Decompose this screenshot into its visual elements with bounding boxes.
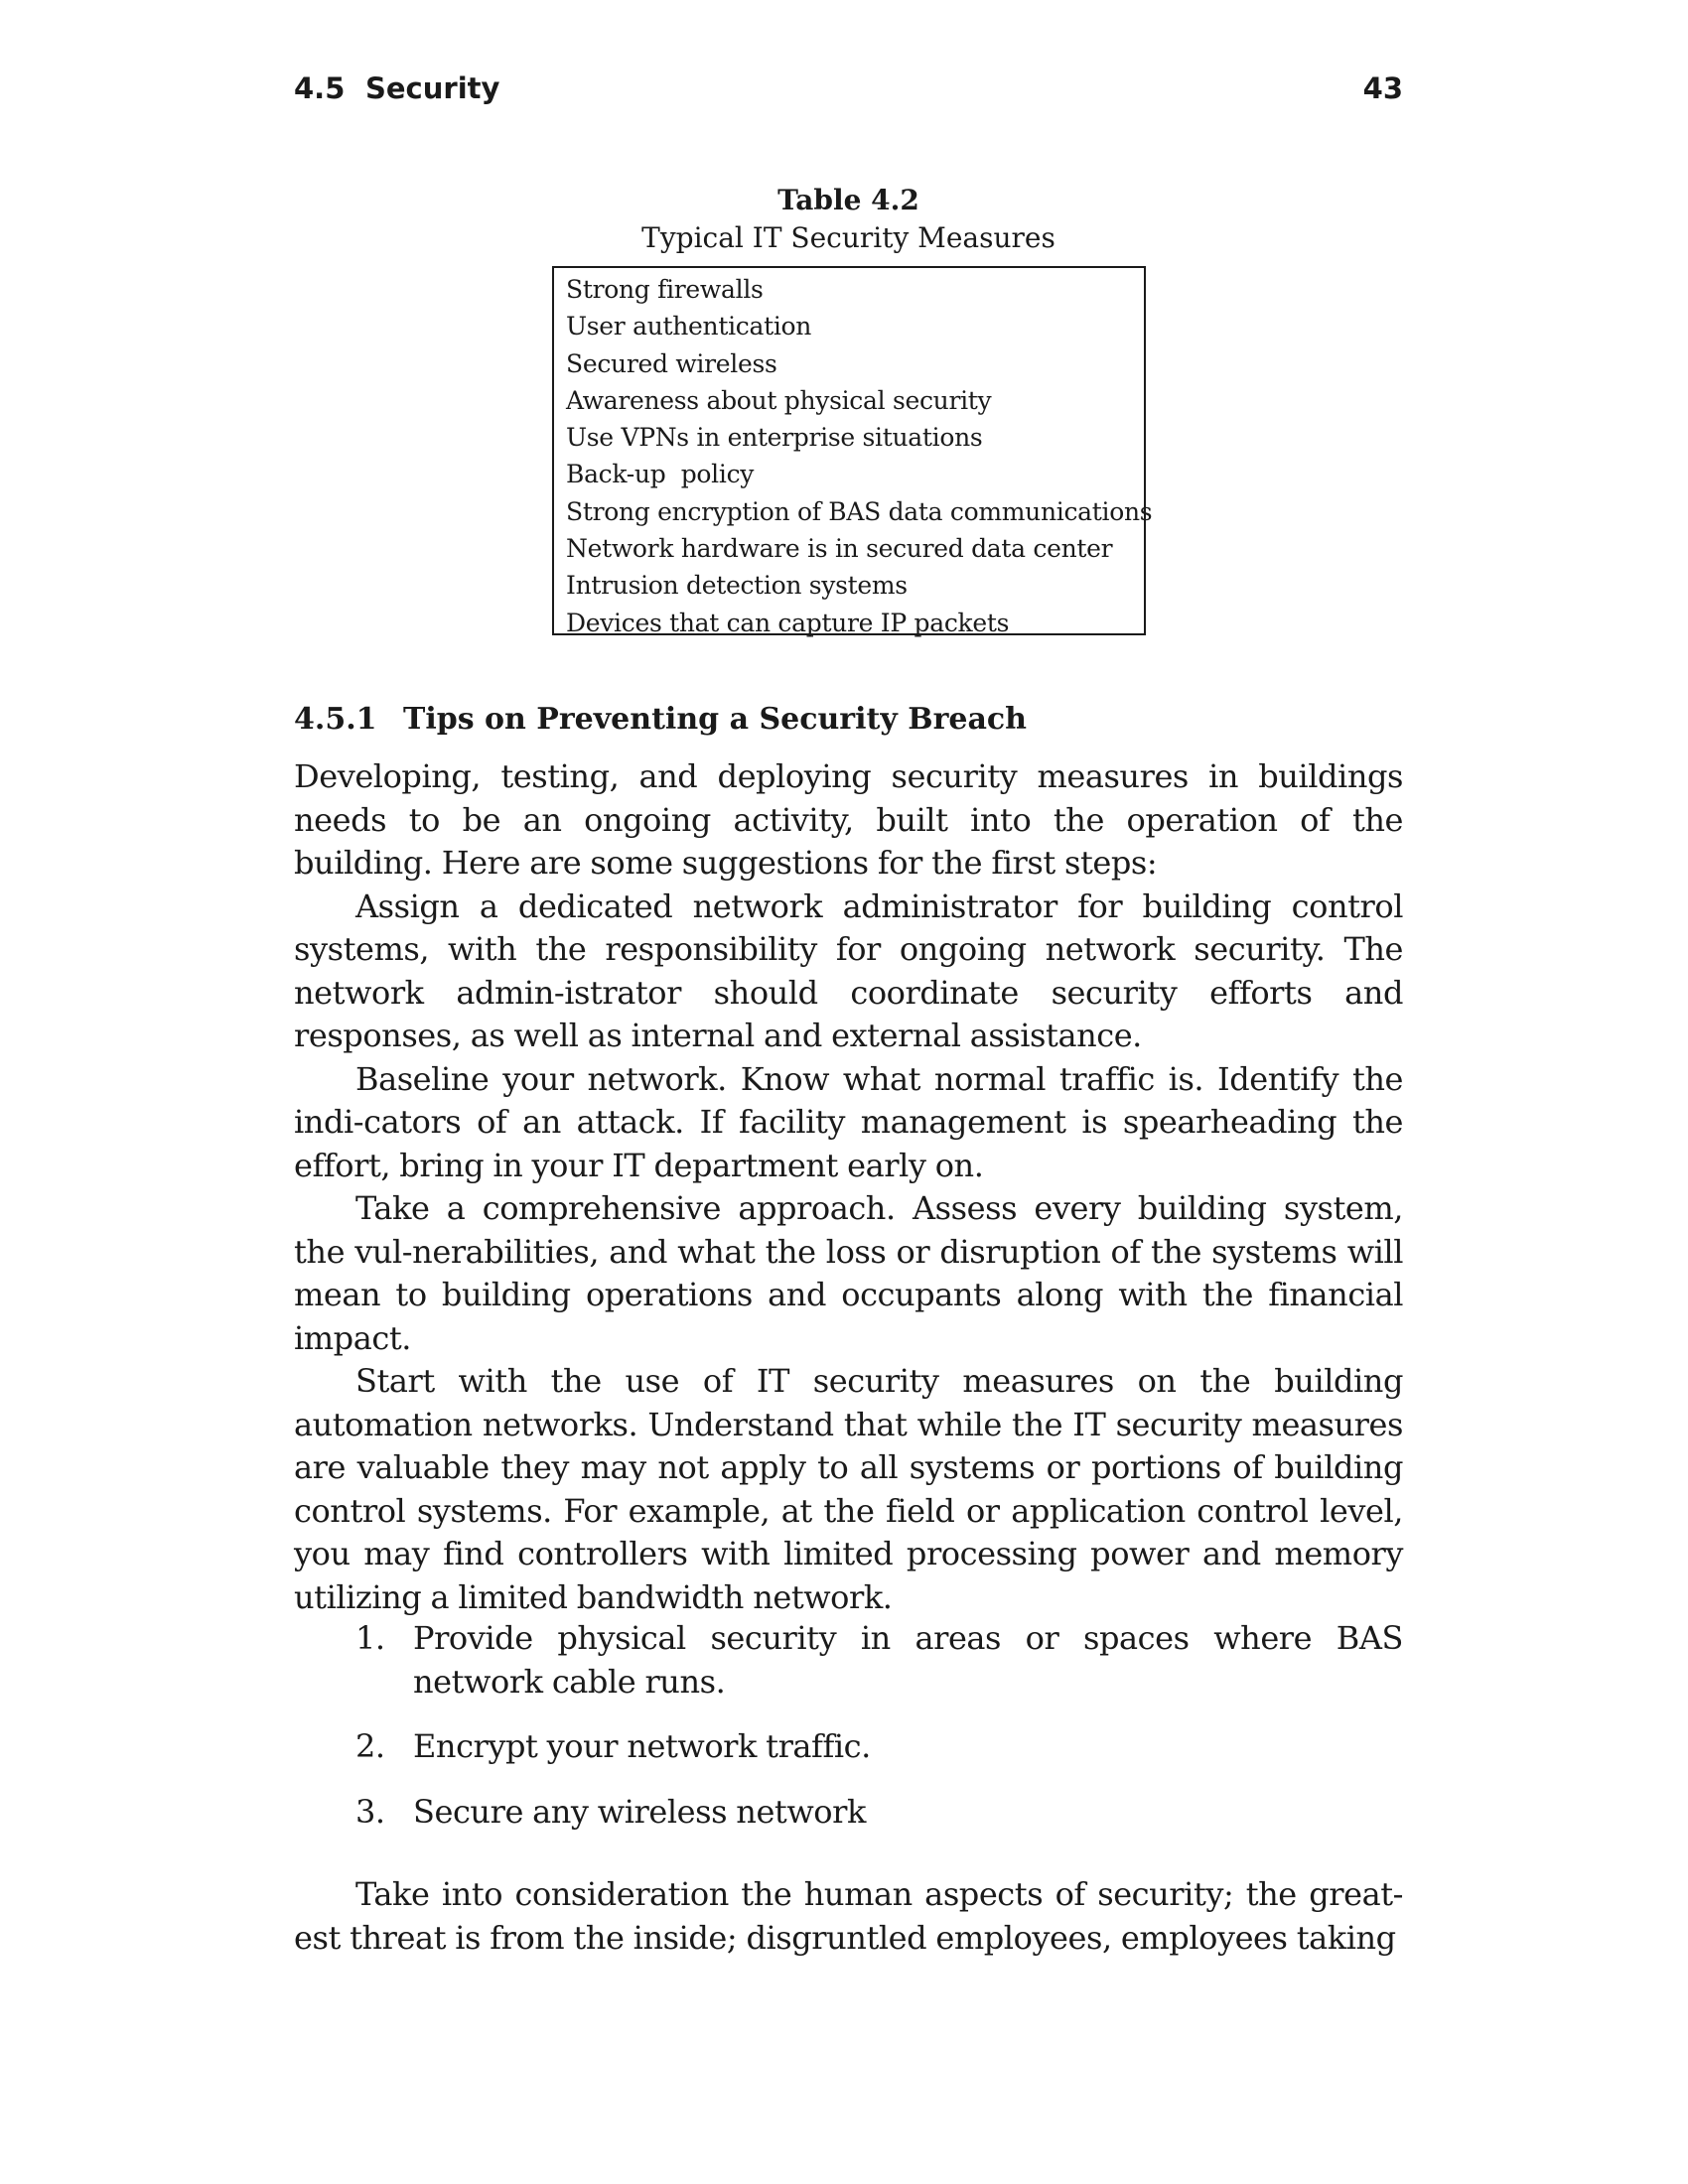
list-item-number: 3. — [355, 1792, 385, 1831]
table-row: Secured wireless — [566, 348, 777, 378]
list-item — [294, 1725, 1403, 1769]
table-title: Typical IT Security Measures — [641, 221, 1055, 254]
section-title: Tips on Preventing a Security Breach — [403, 702, 1027, 737]
list-item-text: Secure any wireless network — [413, 1792, 866, 1831]
list-item-number: 2. — [355, 1727, 385, 1765]
paragraph: Take into consideration the human aspects of security; the great-est threat is from the inside; disgruntled employees, employees taking — [294, 1875, 1403, 1957]
paragraph: Start with the use of IT security measures on the building automation networks. Understand that while the IT security measures are valuable they may not apply to all systems or portions of building control systems. For example, at the field or application control level, you may find controllers with limited processing power and memory utilizing a limited bandwidth network. — [294, 1362, 1403, 1616]
paragraph: Baseline your network. Know what normal traffic is. Identify the indi-cators of an attack. If facility management is spearheading the effort, bring in your IT department early on. — [294, 1059, 1403, 1184]
numbered-list — [294, 1617, 1403, 1855]
list-item — [294, 1791, 1403, 1835]
running-head-section-number: 4.5 — [294, 71, 346, 105]
list-item-text: Encrypt your network traffic. — [413, 1727, 871, 1765]
running-head — [294, 71, 1403, 111]
section-number: 4.5.1 — [294, 702, 377, 737]
page-number: 43 — [1362, 71, 1403, 105]
table-label: Table 4.2 — [777, 184, 919, 216]
table-row: Awareness about physical security — [566, 385, 992, 415]
table-row: Intrusion detection systems — [566, 571, 908, 601]
security-measures-table — [552, 266, 1153, 637]
table-caption — [294, 182, 1403, 257]
list-item — [294, 1617, 1403, 1704]
body-text — [294, 755, 1403, 1619]
section-heading — [294, 702, 1027, 737]
paragraph: Developing, testing, and deploying security measures in buildings needs to be an ongoing activity, built into the operation of the building. Here are some suggestions for the first steps: — [294, 757, 1403, 882]
table-row: Use VPNs in enterprise situations — [566, 423, 983, 453]
list-item-text: Provide physical security in areas or spaces where BAS network cable runs. — [413, 1619, 1403, 1701]
table-row: Network hardware is in secured data center — [566, 534, 1113, 564]
paragraph: Take a comprehensive approach. Assess every building system, the vul-nerabilities, and what the loss or disruption of the systems will mean to building operations and occupants along with the financial impact. — [294, 1189, 1403, 1357]
table-row: Back-up policy — [566, 460, 755, 489]
table-row: Strong encryption of BAS data communications — [566, 496, 1153, 526]
paragraph: Assign a dedicated network administrator for building control systems, with the responsibility for ongoing network security. The network admin-istrator should coordinate security efforts and responses, as well as internal and external assistance. — [294, 887, 1403, 1054]
table-row: User authentication — [566, 312, 812, 341]
table-row: Strong firewalls — [566, 275, 764, 304]
table-row: Devices that can capture IP packets — [566, 608, 1010, 637]
body-text-continued — [294, 1873, 1403, 1960]
running-head-section-title: Security — [365, 71, 500, 105]
list-item-number: 1. — [355, 1619, 385, 1657]
